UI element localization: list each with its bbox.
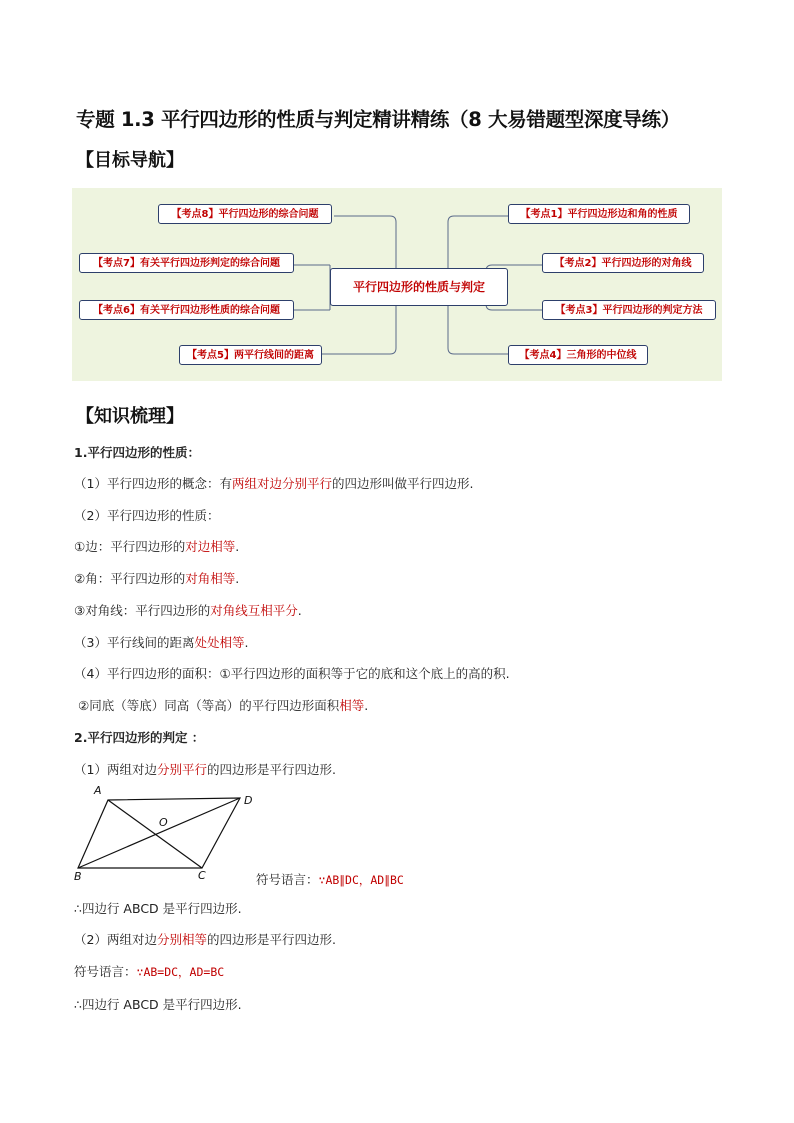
label-o: O — [159, 816, 168, 829]
heading-properties: 1.平行四边形的性质： — [74, 445, 200, 460]
parallelogram-diagram — [72, 786, 272, 886]
text-equal-area: ②同底（等底）同高（等高）的平行四边形面积相等. — [78, 698, 369, 713]
label-d: D — [244, 794, 253, 807]
text-properties-intro: （2）平行四边形的性质： — [74, 508, 220, 523]
label-b: B — [74, 870, 82, 883]
text-conclusion-1: ∴四边行 ABCD 是平行四边形. — [74, 901, 242, 916]
label-c: C — [198, 869, 206, 882]
mindmap-node-kaodian5: 【考点5】两平行线间的距离 — [179, 345, 322, 365]
mindmap-node-kaodian8: 【考点8】平行四边形的综合问题 — [158, 204, 332, 224]
text-property-sides: ①边：平行四边形的对边相等. — [74, 539, 240, 554]
symbol-language-1: 符号语言：∵AB∥DC，AD∥BC — [256, 872, 404, 887]
mindmap-node-kaodian6: 【考点6】有关平行四边形性质的综合问题 — [79, 300, 294, 320]
text-criterion-1: （1）两组对边分别平行的四边形是平行四边形. — [74, 762, 336, 777]
symbol-language-2: 符号语言：∵AB=DC，AD=BC — [74, 964, 225, 979]
section-heading-goal: 【目标导航】 — [76, 150, 184, 171]
heading-criteria: 2.平行四边形的判定 ： — [74, 730, 205, 745]
text-property-angles: ②角：平行四边形的对角相等. — [74, 571, 240, 586]
mindmap-node-kaodian2: 【考点2】平行四边形的对角线 — [542, 253, 704, 273]
mind-map — [72, 188, 722, 381]
mindmap-node-kaodian1: 【考点1】平行四边形边和角的性质 — [508, 204, 690, 224]
section-heading-knowledge: 【知识梳理】 — [76, 406, 184, 427]
diagonal-bd — [78, 798, 240, 868]
mindmap-node-kaodian7: 【考点7】有关平行四边形判定的综合问题 — [79, 253, 294, 273]
mindmap-node-kaodian4: 【考点4】三角形的中位线 — [508, 345, 648, 365]
page-title: 专题 1.3 平行四边形的性质与判定精讲精练（8 大易错题型深度导练） — [76, 108, 680, 131]
text-definition: （1）平行四边形的概念：有两组对边分别平行的四边形叫做平行四边形. — [74, 476, 474, 491]
text-criterion-2: （2）两组对边分别相等的四边形是平行四边形. — [74, 932, 336, 947]
text-conclusion-2: ∴四边行 ABCD 是平行四边形. — [74, 997, 242, 1012]
mindmap-center-node: 平行四边形的性质与判定 — [330, 268, 508, 306]
text-parallel-distance: （3）平行线间的距离处处相等. — [74, 635, 249, 650]
text-property-diagonals: ③对角线：平行四边形的对角线互相平分. — [74, 603, 302, 618]
diagonal-ac — [108, 800, 202, 868]
label-a: A — [94, 786, 102, 797]
mindmap-node-kaodian3: 【考点3】平行四边形的判定方法 — [542, 300, 716, 320]
text-area: （4）平行四边形的面积：①平行四边形的面积等于它的底和这个底上的高的积. — [74, 666, 510, 681]
